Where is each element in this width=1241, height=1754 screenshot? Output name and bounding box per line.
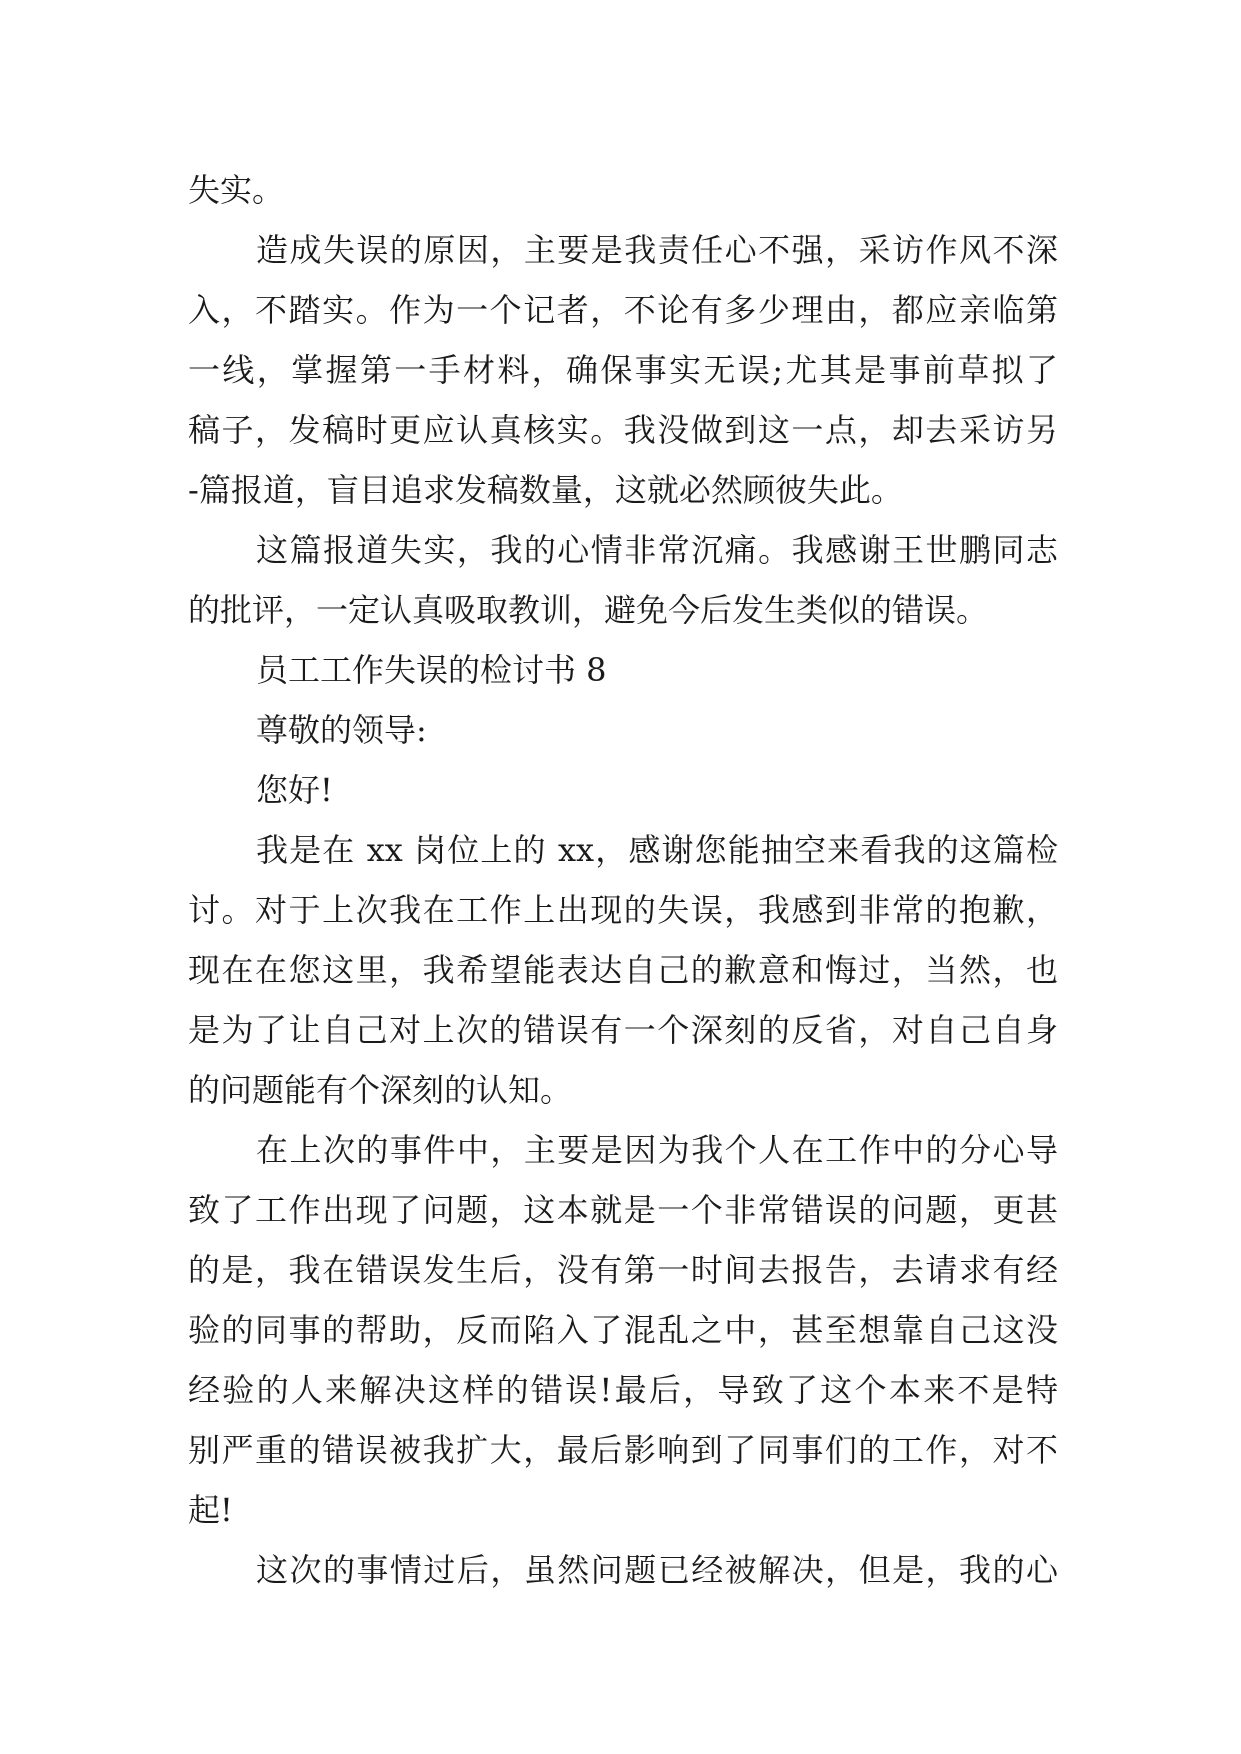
text-line: 这次的事情过后，虽然问题已经被解决，但是，我的心 [256,1551,1058,1589]
salutation: 尊敬的领导: [256,711,427,749]
text-line: 现在在您这里，我希望能表达自己的歉意和悔过，当然，也 [188,951,1058,989]
text-line: 致了工作出现了问题，这本就是一个非常错误的问题，更甚 [188,1191,1058,1229]
text-line: 起! [188,1491,233,1529]
text-line: 的批评，一定认真吸取教训，避免今后发生类似的错误。 [188,591,989,629]
text-line: 别严重的错误被我扩大，最后影响到了同事们的工作，对不 [188,1431,1058,1469]
greeting: 您好! [256,771,333,809]
text-line: 的是，我在错误发生后，没有第一时间去报告，去请求有经 [188,1251,1058,1289]
text-line: 是为了让自己对上次的错误有一个深刻的反省，对自己自身 [188,1011,1058,1049]
text-line: 在上次的事件中，主要是因为我个人在工作中的分心导 [256,1131,1058,1169]
text-line: 经验的人来解决这样的错误!最后，导致了这个本来不是特 [188,1371,1058,1409]
text-line: 的问题能有个深刻的认知。 [188,1071,573,1109]
text-line: 失实。 [188,171,285,209]
text-line: -篇报道，盲目追求发稿数量，这就必然顾彼失此。 [188,471,903,509]
text-line: 我是在 xx 岗位上的 xx，感谢您能抽空来看我的这篇检 [256,831,1058,869]
text-line: 入，不踏实。作为一个记者，不论有多少理由，都应亲临第 [188,291,1058,329]
text-line: 讨。对于上次我在工作上出现的失误，我感到非常的抱歉， [188,891,1058,929]
text-line: 造成失误的原因，主要是我责任心不强，采访作风不深 [256,231,1058,269]
section-heading: 员工工作失误的检讨书 8 [256,651,607,689]
text-line: 这篇报道失实，我的心情非常沉痛。我感谢王世鹏同志 [256,531,1058,569]
document-body [188,160,1058,1600]
text-line: 稿子，发稿时更应认真核实。我没做到这一点，却去采访另 [188,411,1058,449]
text-line: 一线，掌握第一手材料，确保事实无误;尤其是事前草拟了 [188,351,1058,389]
text-line: 验的同事的帮助，反而陷入了混乱之中，甚至想靠自己这没 [188,1311,1058,1349]
